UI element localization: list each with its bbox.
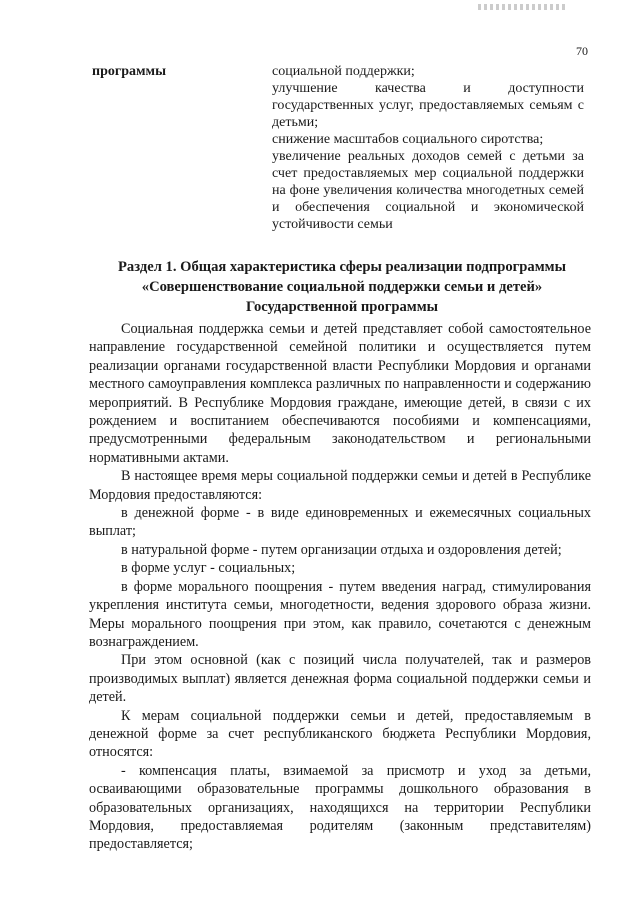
section-body (89, 320, 591, 854)
paragraph: - компенсация платы, взимаемой за присмотр и уход за детьми, осваивающими образовательные программы дошкольного образования в образовательных организациях, находящихся на территории Республики Мордовия, предоставляемая родителям (законным представителям) предоставляется; (89, 762, 591, 853)
paragraph: При этом основной (как с позиций числа получателей, так и размеров производимых выплат) является денежная форма социальной поддержки семьи и детей. (89, 652, 591, 706)
paragraph: в форме морального поощрения - путем введения наград, стимулирования укрепления института семьи, многодетности, ведения здорового образа жизни. Меры морального поощрения при этом, как правило, сочетаются с денежным вознаграждением. (89, 578, 591, 650)
scan-artifact (478, 4, 568, 10)
section-heading-line: Раздел 1. Общая характеристика сферы реализации подпрограммы (118, 259, 566, 275)
paragraph: В настоящее время меры социальной поддержки семьи и детей в Республике Мордовия предоставляются: (89, 468, 591, 503)
section-heading-line: «Совершенствование социальной поддержки семьи и детей» (141, 279, 543, 295)
paragraph: в денежной форме - в виде единовременных и ежемесячных социальных выплат; (89, 505, 591, 540)
list-item: снижение масштабов социального сиротства; (272, 132, 544, 147)
paragraph: в форме услуг - социальных; (121, 560, 296, 577)
section-heading (92, 257, 592, 317)
section-heading-line: Государственной программы (245, 299, 439, 315)
paragraph: Социальная поддержка семьи и детей представляет собой самостоятельное направление государственной семейной политики и осуществляется путем реализации органами государственной власти Республики Мордовия и органами местного самоуправления комплекса различных по направленности и содержанию мероприятий. В Республике Мордовия граждане, имеющие детей, в связи с их рождением и воспитанием обеспечиваются пособиями и компенсациями, предусмотренными федеральным законодательством и региональными нормативными актами. (89, 321, 591, 466)
list-item: социальной поддержки; (272, 64, 415, 79)
table-label-cell: программы (92, 64, 166, 79)
list-item: улучшение качества и доступности государственных услуг, предоставляемых семьям с детьми; (272, 81, 584, 130)
paragraph: в натуральной форме - путем организации отдыха и оздоровления детей; (121, 541, 562, 558)
page-number: 70 (576, 44, 588, 58)
table-content-cell (272, 63, 584, 233)
list-item: увеличение реальных доходов семей с детьми за счет предоставляемых мер социальной поддержки на фоне увеличения количества многодетных семей и обеспечения социальной и экономической устойчивости семьи (272, 149, 584, 232)
paragraph: К мерам социальной поддержки семьи и детей, предоставляемым в денежной форме за счет республиканского бюджета Республики Мордовия, относятся: (89, 707, 591, 761)
